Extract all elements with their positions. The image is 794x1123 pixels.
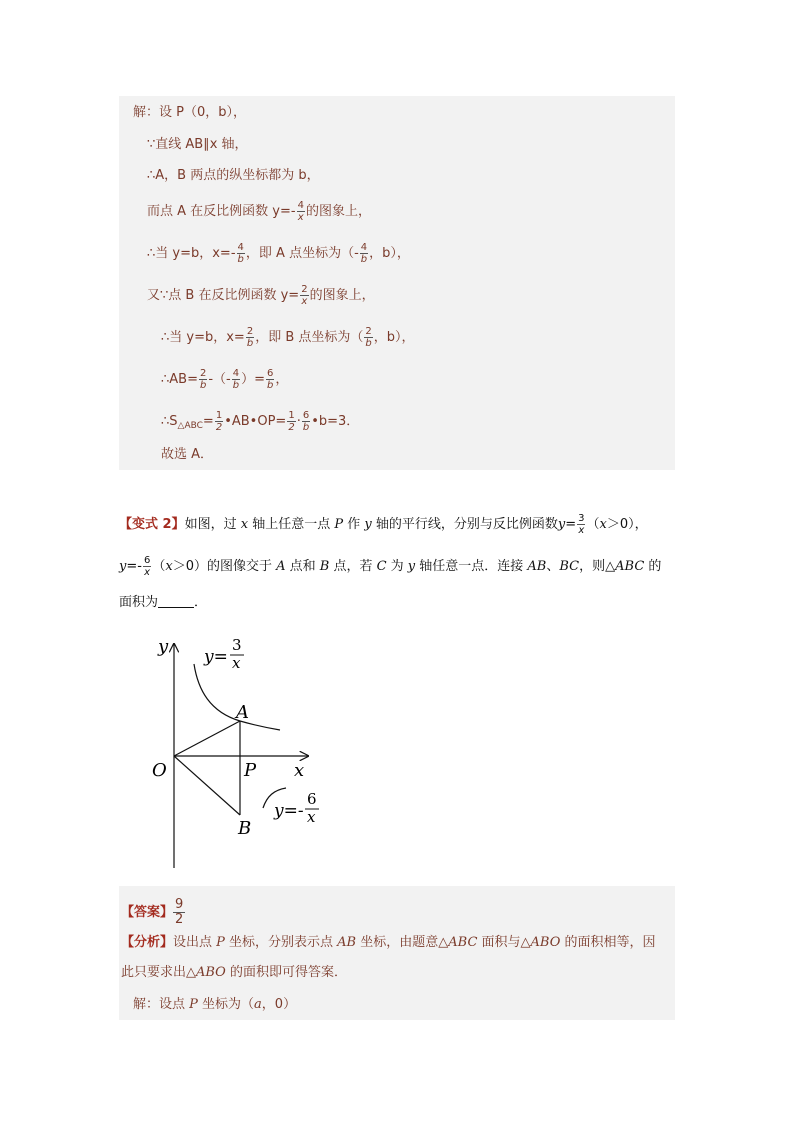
numerator: 2 (246, 326, 254, 337)
text: = (565, 517, 577, 532)
text: ）= (241, 372, 266, 387)
var: y (557, 517, 566, 532)
text: ∴当 y=b，x=- (147, 246, 236, 261)
graph-figure (150, 628, 340, 873)
numerator: 1 (215, 410, 223, 421)
numerator: 2 (301, 284, 308, 295)
text: ∴S (161, 414, 178, 429)
text: ∴A，B 两点的纵坐标都为 b， (147, 168, 320, 183)
text: · (296, 414, 301, 429)
text: ∴AB= (161, 372, 198, 387)
text: ∴当 y=b，x= (161, 330, 245, 345)
formula-1-num: 3 (232, 636, 242, 654)
text: 点，若 (329, 559, 377, 574)
text: 面积与△ (477, 935, 531, 950)
var: AB (337, 935, 357, 950)
text: •b=3． (311, 414, 360, 429)
question-tag: 【变式 2】 (119, 517, 185, 532)
text: ． (194, 595, 208, 610)
text: 坐标为（ (197, 997, 255, 1012)
text: 的 (644, 559, 662, 574)
var: P (216, 935, 225, 950)
text: 的图象上， (309, 288, 375, 303)
answer-tag: 【答案】 (121, 905, 174, 920)
formula-1-lhs: y= (204, 647, 228, 667)
question-line-1 (119, 513, 648, 536)
solution-box (119, 96, 675, 470)
formula-1-den: x (232, 654, 241, 672)
fraction (246, 326, 254, 349)
denominator: x (301, 296, 308, 307)
text: ，即 A 点坐标为（- (245, 246, 359, 261)
solution-line-6 (147, 284, 375, 307)
solution-line-2 (147, 136, 248, 154)
text: = (202, 414, 214, 429)
denominator: b (237, 254, 244, 265)
solution-line-7 (161, 326, 415, 349)
analysis-line-3 (133, 996, 296, 1014)
numerator: 6 (267, 368, 274, 379)
denominator: x (297, 212, 304, 223)
text: 而点 A 在反比例函数 y=- (147, 204, 296, 219)
fraction (237, 242, 245, 265)
text: 解：设点 (133, 997, 190, 1012)
fraction (199, 368, 207, 391)
fraction (143, 555, 151, 578)
analysis-line-1 (121, 934, 656, 952)
text: 轴上任意一点 (248, 517, 335, 532)
text: 轴的平行线，分别与反比例函数 (371, 517, 558, 532)
var: A (276, 559, 286, 574)
text: 解：设 P（0，b）， (133, 105, 246, 120)
text: ，即 B 点坐标为（ (255, 330, 364, 345)
text: 为 (386, 559, 408, 574)
text: ，b）， (369, 246, 410, 261)
var: C (376, 559, 387, 574)
text: ＞0）， (606, 517, 648, 532)
var: ABO (530, 935, 561, 950)
var: P (334, 517, 344, 532)
text: •AB•OP= (224, 414, 287, 429)
text: 作 (343, 517, 365, 532)
denominator: b (360, 254, 368, 265)
denominator: 2 (215, 422, 223, 433)
solution-line-9 (161, 410, 359, 435)
fraction (215, 410, 223, 433)
numerator: 2 (199, 368, 207, 379)
label-B: B (238, 818, 252, 839)
text: -（- (208, 372, 231, 387)
numerator: 6 (302, 410, 310, 421)
var: AB (527, 559, 547, 574)
answer-fraction (173, 898, 185, 927)
var: y (119, 559, 127, 574)
fraction (364, 326, 372, 349)
analysis-line-2 (121, 964, 347, 982)
denominator: b (302, 422, 310, 433)
var: a (254, 997, 262, 1012)
numerator: 3 (578, 513, 585, 524)
question-line-2 (119, 555, 661, 578)
formula-2-den: x (307, 808, 316, 826)
text: =- (126, 559, 142, 574)
text: 点和 (285, 559, 320, 574)
text: ，b）， (373, 330, 415, 345)
solution-line-4 (147, 200, 371, 223)
solution-line-8 (161, 368, 288, 391)
var: ABC (448, 935, 478, 950)
numerator: 4 (360, 242, 368, 253)
fraction (297, 200, 305, 223)
var: x (240, 517, 249, 532)
text: 的图象上， (305, 204, 371, 219)
text: 、 (546, 559, 560, 574)
analysis-tag: 【分析】 (121, 935, 174, 950)
text: 的面积相等，因 (560, 935, 656, 950)
denominator: 2 (288, 422, 295, 433)
var: BC (559, 559, 580, 574)
text: ，则△ (579, 559, 616, 574)
label-y: y (158, 636, 169, 657)
text: 面积为 (119, 595, 159, 610)
var: x (165, 559, 173, 574)
var: x (599, 517, 607, 532)
solution-line-10 (161, 446, 213, 464)
text: 轴任意一点．连接 (415, 559, 528, 574)
denominator: b (267, 380, 274, 391)
var: B (319, 559, 330, 574)
text: ，0） (261, 997, 297, 1012)
segment-OB (174, 756, 240, 815)
solution-line-3 (147, 167, 320, 185)
label-P: P (244, 760, 257, 781)
text: 设出点 (173, 935, 217, 950)
numerator: 4 (232, 368, 240, 379)
numerator: 2 (365, 326, 372, 337)
segment-OA (174, 721, 240, 756)
numerator: 4 (297, 200, 304, 211)
text: 坐标，分别表示点 (224, 935, 338, 950)
denominator: b (199, 380, 207, 391)
var: y (407, 559, 416, 574)
text: ∵直线 AB∥x 轴， (147, 137, 248, 152)
var: ABO (196, 965, 226, 980)
subscript: △ABC (177, 421, 203, 431)
solution-line-5 (147, 242, 410, 265)
var: y (364, 517, 372, 532)
denominator: x (144, 567, 151, 578)
fraction (300, 284, 308, 307)
text: 此只要求出△ (121, 965, 196, 980)
label-O: O (152, 760, 167, 781)
text: ＞0）的图像交于 (172, 559, 277, 574)
text: 坐标，由题意△ (356, 935, 449, 950)
fraction (287, 410, 295, 433)
numerator: 4 (237, 242, 244, 253)
answer-line (121, 898, 185, 927)
question-line-3 (119, 594, 207, 612)
text: 如图，过 (184, 517, 241, 532)
fraction (302, 410, 310, 433)
numerator: 1 (288, 410, 295, 421)
formula-2-num: 6 (307, 790, 317, 808)
denominator: x (578, 525, 585, 536)
answer-blank (158, 595, 194, 608)
numerator: 9 (175, 897, 184, 912)
text: 的面积即可得答案． (225, 965, 347, 980)
fraction (577, 513, 585, 536)
var: ABC (615, 559, 645, 574)
denominator: b (365, 338, 372, 349)
text: （ (586, 517, 600, 532)
formula-2-lhs: y=- (274, 801, 304, 821)
label-x: x (294, 760, 305, 781)
fraction (266, 368, 274, 391)
var: P (189, 997, 198, 1012)
text: ， (275, 372, 289, 387)
denominator: b (246, 338, 254, 349)
solution-line-1 (133, 104, 246, 122)
text: 又∵点 B 在反比例函数 y= (147, 288, 300, 303)
fraction (232, 368, 240, 391)
text: （ (152, 559, 166, 574)
answer-box (119, 886, 675, 1020)
fraction (360, 242, 368, 265)
text: 故选 A． (161, 447, 214, 462)
label-A: A (236, 702, 249, 723)
numerator: 6 (143, 555, 151, 566)
denominator: 2 (175, 912, 184, 927)
denominator: b (232, 380, 240, 391)
